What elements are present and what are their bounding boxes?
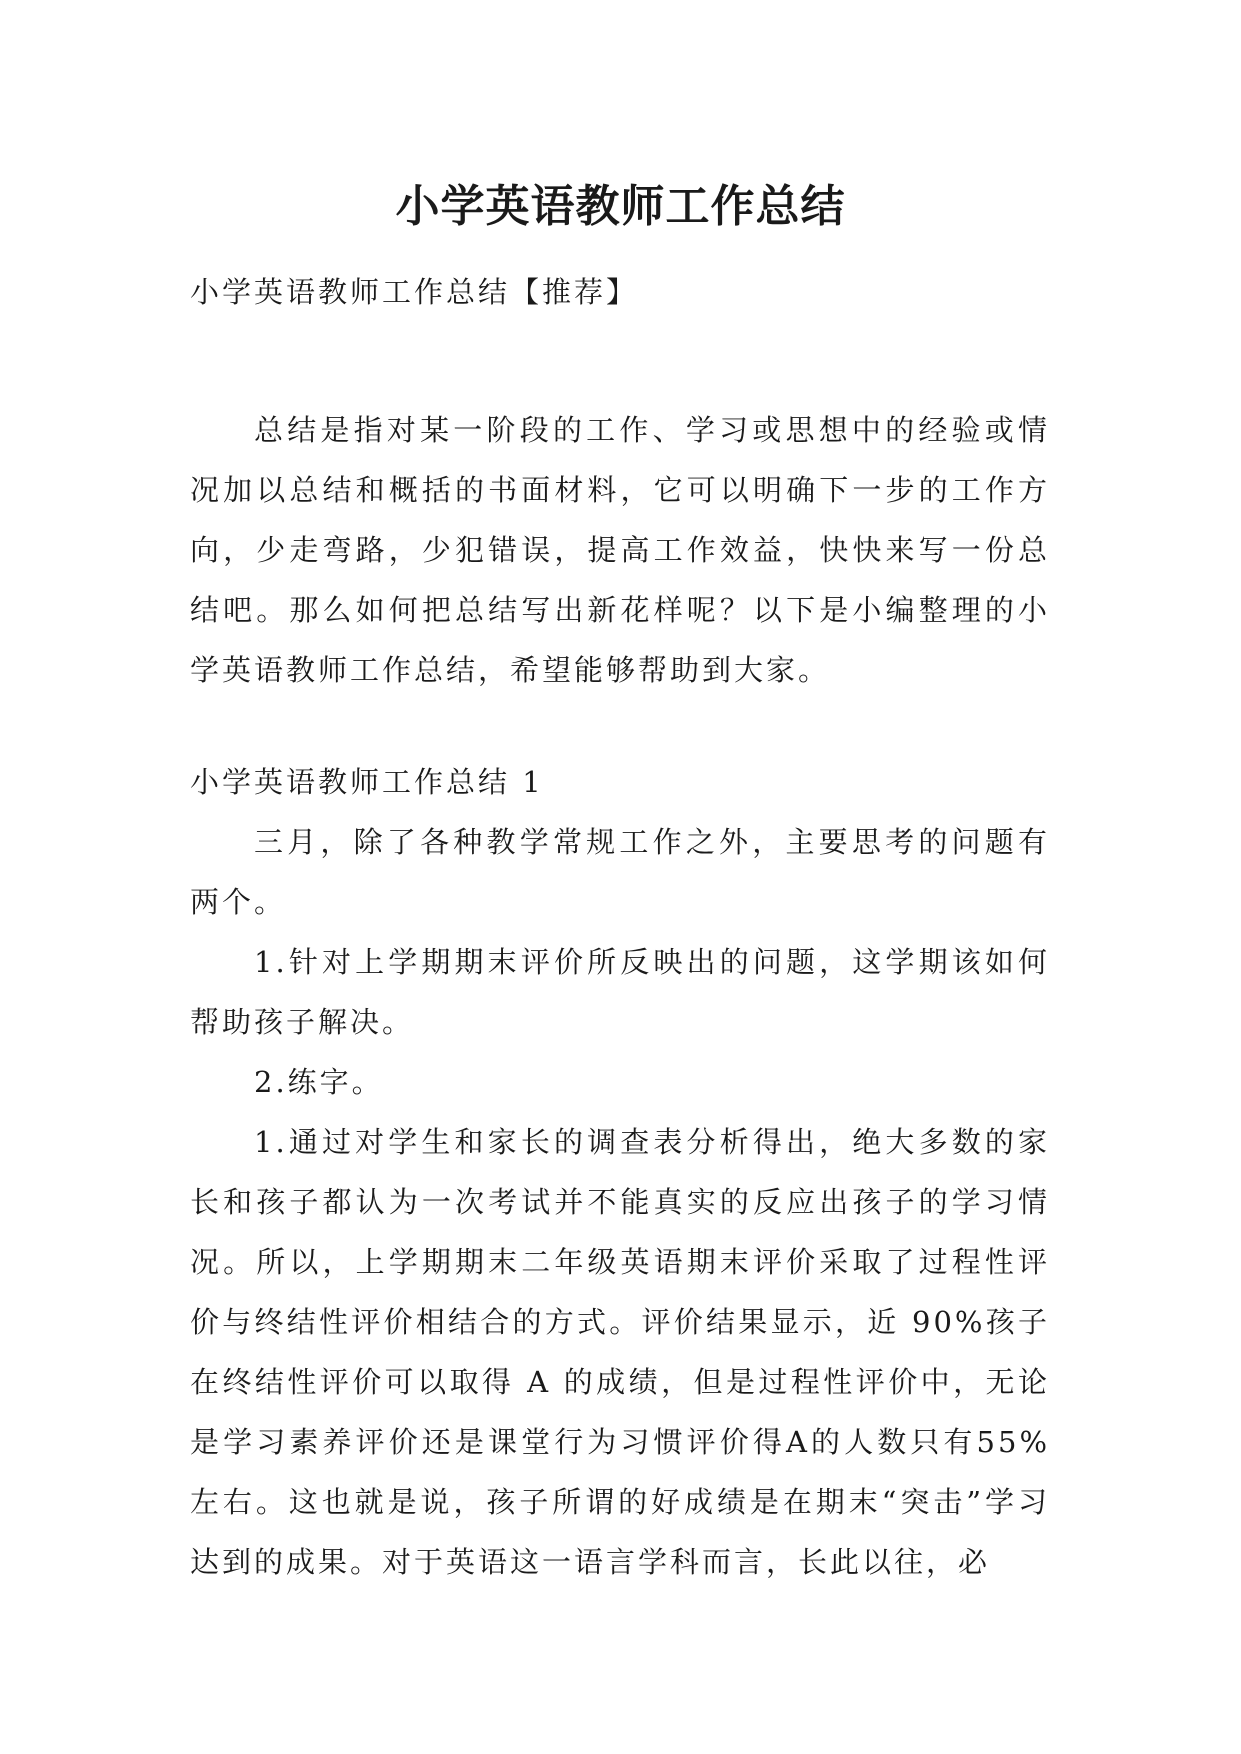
intro-paragraph: 总结是指对某一阶段的工作、学习或思想中的经验或情况加以总结和概括的书面材料，它可以明确下一步的工作方向，少走弯路，少犯错误，提高工作效益，快快来写一份总结吧。那么如何把总结写出新花样呢？以下是小编整理的小学英语教师工作总结，希望能够帮助到大家。 <box>190 413 1050 687</box>
body-paragraph: 三月，除了各种教学常规工作之外，主要思考的问题有两个。 <box>190 825 1050 919</box>
body-paragraph: 1.针对上学期期末评价所反映出的问题，这学期该如何帮助孩子解决。 <box>190 945 1050 1039</box>
section-body <box>190 812 1050 1592</box>
section-heading: 小学英语教师工作总结 1 <box>190 765 544 799</box>
body-paragraph: 2.练字。 <box>254 1065 384 1099</box>
body-paragraph: 1.通过对学生和家长的调查表分析得出，绝大多数的家长和孩子都认为一次考试并不能真实的反应出孩子的学习情况。所以，上学期期末二年级英语期末评价采取了过程性评价与终结性评价相结合的方式。评价结果显示，近 90%孩子在终结性评价可以取得 A 的成绩，但是过程性评价中，无论是学习素养评价还是课堂行为习惯评价得A的人数只有55%左右。这也就是说，孩子所谓的好成绩是在期末“突击”学习达到的成果。对于英语这一语言学科而言，长此以往，必 <box>190 1125 1050 1579</box>
document-title: 小学英语教师工作总结 <box>395 181 846 233</box>
document-subtitle: 小学英语教师工作总结【推荐】 <box>190 275 639 309</box>
